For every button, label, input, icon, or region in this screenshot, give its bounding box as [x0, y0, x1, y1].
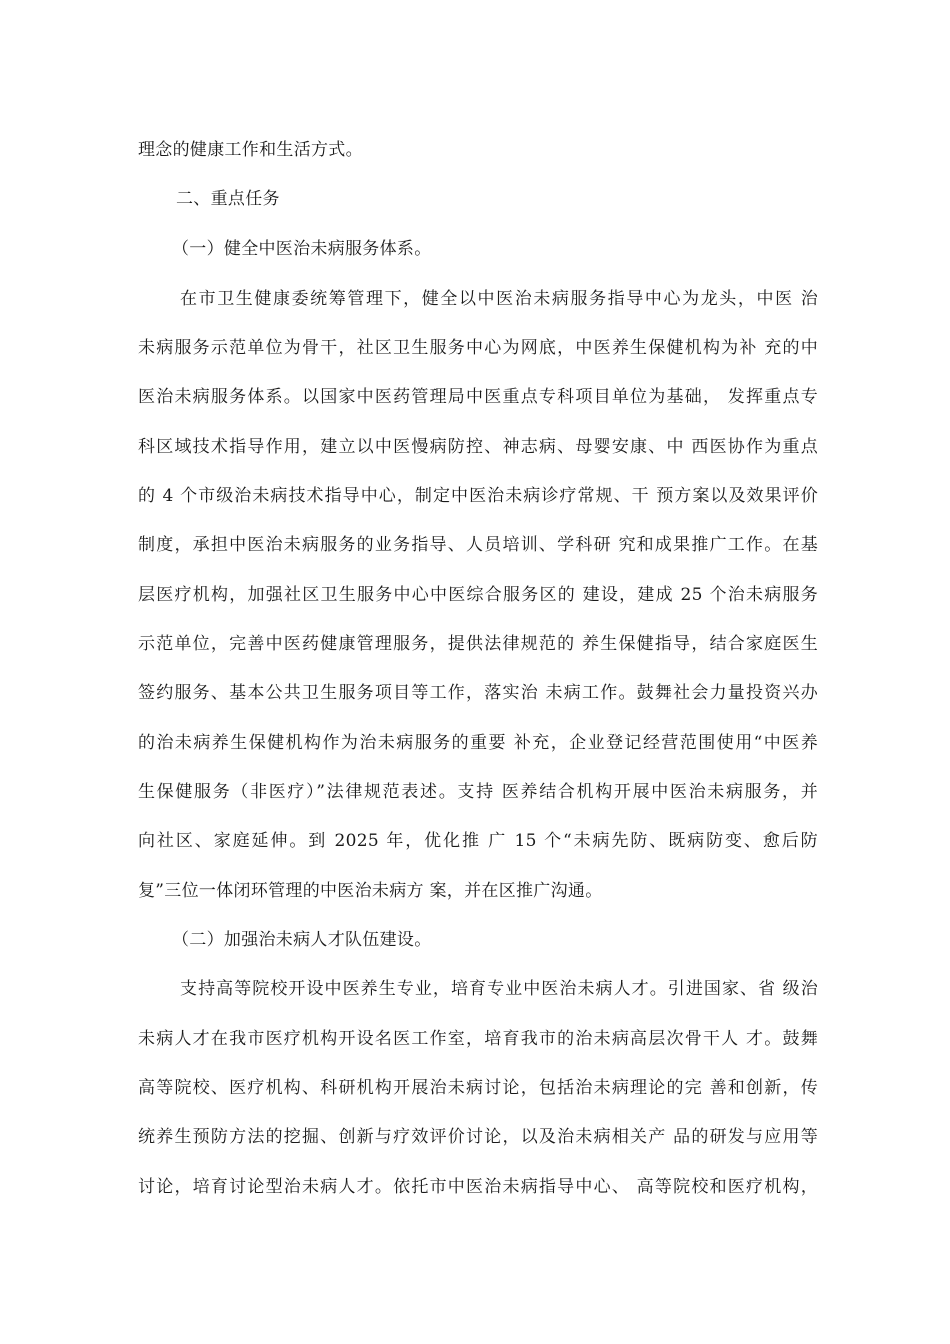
paragraph-continuation: 理念的健康工作和生活方式。 — [138, 140, 363, 160]
paragraph-line: 示范单位，完善中医药健康管理服务，提供法律规范的 养生保健指导，结合家庭医生 — [138, 634, 818, 654]
paragraph-line: 统养生预防方法的挖掘、创新与疗效评价讨论，以及治未病相关产 品的研发与应用等 — [138, 1127, 818, 1147]
paragraph-line: 讨论，培育讨论型治未病人才。依托市中医治未病指导中心、 高等院校和医疗机构， — [138, 1177, 818, 1197]
paragraph-line: 未病服务示范单位为骨干，社区卫生服务中心为网底，中医养生保健机构为补 充的中 — [138, 338, 818, 358]
paragraph-line: 的治未病养生保健机构作为治未病服务的重要 补充，企业登记经营范围使用“中医养 — [138, 733, 818, 753]
paragraph-line: 签约服务、基本公共卫生服务项目等工作，落实治 未病工作。鼓舞社会力量投资兴办 — [138, 683, 818, 703]
paragraph-line: 向社区、家庭延伸。到 2025 年，优化推 广 15 个“未病先防、既病防变、愈后防 — [138, 831, 818, 851]
paragraph-line: 科区域技术指导作用，建立以中医慢病防控、神志病、母婴安康、中 西医协作为重点 — [138, 437, 818, 457]
paragraph-line: 高等院校、医疗机构、科研机构开展治未病讨论，包括治未病理论的完 善和创新，传 — [138, 1078, 818, 1098]
paragraph-line: 未病人才在我市医疗机构开设名医工作室，培育我市的治未病高层次骨干人 才。鼓舞 — [138, 1029, 818, 1049]
subsection-heading: （一）健全中医治未病服务体系。 — [172, 239, 432, 259]
paragraph-line: 的 4 个市级治未病技术指导中心，制定中医治未病诊疗常规、干 预方案以及效果评价 — [138, 486, 818, 506]
paragraph-line: 支持高等院校开设中医养生专业，培育专业中医治未病人才。引进国家、省 级治 — [180, 979, 818, 999]
paragraph-line: 医治未病服务体系。以国家中医药管理局中医重点专科项目单位为基础， 发挥重点专 — [138, 387, 818, 407]
subsection-heading: （二）加强治未病人才队伍建设。 — [172, 930, 432, 950]
section-heading: 二、重点任务 — [176, 189, 280, 209]
paragraph-line: 在市卫生健康委统筹管理下，健全以中医治未病服务指导中心为龙头，中医 治 — [180, 289, 818, 309]
paragraph-line: 生保健服务（非医疗）”法律规范表述。支持 医养结合机构开展中医治未病服务，并 — [138, 782, 818, 802]
paragraph-line: 复”三位一体闭环管理的中医治未病方 案，并在区推广沟通。 — [138, 881, 603, 901]
paragraph-line: 层医疗机构，加强社区卫生服务中心中医综合服务区的 建设，建成 25 个治未病服务 — [138, 585, 818, 605]
paragraph-line: 制度，承担中医治未病服务的业务指导、人员培训、学科研 究和成果推广工作。在基 — [138, 535, 818, 555]
